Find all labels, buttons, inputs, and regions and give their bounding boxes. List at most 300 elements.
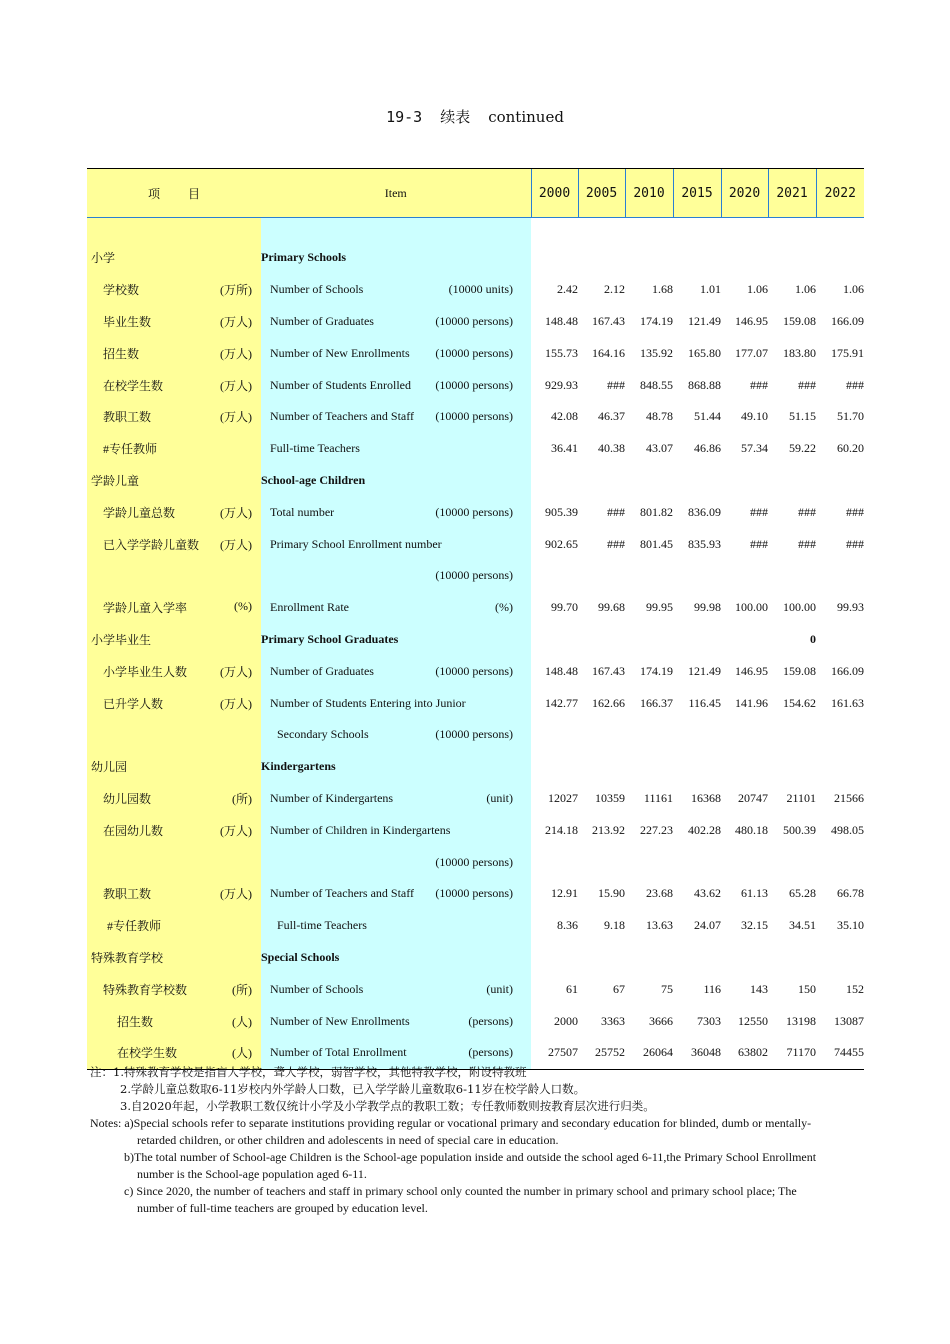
row-cn-unit: (万人) (220, 537, 252, 552)
row-cn-wrap (87, 1044, 261, 1061)
value-cell: 2.42 (557, 282, 578, 297)
row-label-en (261, 783, 531, 815)
value-cell: 65.28 (789, 886, 816, 901)
row-label-en (261, 592, 531, 624)
section-label-cn (87, 242, 261, 274)
row-cn-wrap (87, 504, 261, 521)
section-cn-wrap (87, 249, 261, 266)
value-cell: 74455 (816, 1037, 864, 1069)
value-cell: 227.23 (640, 822, 673, 837)
value-cell: 51.70 (837, 409, 864, 424)
header-year: 2005 (578, 169, 625, 218)
row-en-wrap (261, 696, 531, 711)
value-cell: 121.49 (688, 313, 721, 328)
row-en-wrap (261, 346, 531, 361)
value-cell (531, 465, 578, 497)
row-en-unit: (10000 persons) (435, 568, 513, 583)
section-cn: 特殊教育学校 (91, 950, 164, 965)
section-cn: 幼儿园 (91, 760, 128, 775)
value-cell (721, 560, 768, 592)
value-cell: 152 (846, 981, 864, 996)
row-en-unit: (10000 persons) (435, 854, 513, 869)
spacer-row (87, 218, 864, 243)
section-label-en: Special Schools (261, 942, 531, 974)
value-cell: 10359 (595, 790, 625, 805)
header-en: Item (261, 169, 531, 218)
row-en-unit: (persons) (468, 1045, 513, 1060)
data-row (87, 337, 864, 369)
row-en-wrap (261, 282, 531, 297)
row-cn-wrap (87, 885, 261, 902)
row-label-cn (87, 973, 261, 1005)
data-row (87, 878, 864, 910)
row-cn-wrap (87, 822, 261, 839)
row-cn-text: 学龄儿童入学率 (103, 601, 188, 616)
value-cell: 12027 (548, 790, 578, 805)
row-en-wrap (261, 727, 531, 742)
row-en-wrap (261, 1045, 531, 1060)
note-cn-1: 注：1.特殊教育学校是指盲人学校，聋人学校，弱智学校，其他特教学校，附设特教班 (90, 1065, 527, 1079)
row-en-wrap (261, 886, 531, 901)
value-cell (578, 751, 625, 783)
row-cn-unit: (万人) (220, 664, 252, 679)
section-row (87, 942, 864, 974)
value-cell: 148.48 (545, 663, 578, 678)
value-cell: 801.45 (640, 536, 673, 551)
data-row (87, 306, 864, 338)
value-cell (816, 942, 864, 974)
row-en-unit: (persons) (468, 1013, 513, 1028)
value-cell: 3666 (649, 1013, 673, 1028)
row-cn-wrap (87, 313, 261, 330)
row-label-cn (87, 687, 261, 719)
row-cn-text: 招生数 (103, 346, 140, 361)
row-cn-wrap (87, 281, 261, 298)
row-cn-text: 幼儿园数 (103, 791, 152, 806)
value-cell (673, 465, 721, 497)
row-label-en (261, 973, 531, 1005)
row-en-unit: (10000 persons) (435, 886, 513, 901)
table-title (0, 106, 950, 127)
row-label-en (261, 846, 531, 878)
value-cell: 11161 (643, 790, 673, 805)
row-en-unit: (10000 persons) (435, 727, 513, 742)
value-cell: 902.65 (545, 536, 578, 551)
value-cell: 159.08 (783, 663, 816, 678)
row-en-unit: (10000 persons) (435, 377, 513, 392)
row-cn-unit: (人) (232, 1014, 252, 1029)
value-cell: 8.36 (557, 918, 578, 933)
data-row (87, 496, 864, 528)
row-cn-text: 学校数 (103, 283, 140, 298)
data-row (87, 369, 864, 401)
row-label-en (261, 528, 531, 560)
row-en-text: Number of Total Enrollment (270, 1045, 407, 1060)
value-cell (578, 942, 625, 974)
value-cell: 0 (810, 631, 816, 646)
header-year: 2021 (768, 169, 816, 218)
note-en-c: c) Since 2020, the number of teachers and staff in primary school only counted the number in primary school and primary school place; The (124, 1184, 797, 1198)
value-cell: ### (846, 536, 864, 551)
row-label-en (261, 337, 531, 369)
row-en-wrap (261, 378, 531, 393)
note-en-c-cont: number of full-time teachers are grouped by education level. (137, 1201, 428, 1215)
row-en-text: Primary School Enrollment number (270, 536, 442, 551)
value-cell: 99.68 (598, 600, 625, 615)
data-row (87, 592, 864, 624)
value-cell: 21566 (834, 790, 864, 805)
row-en-wrap (261, 823, 531, 838)
data-row (87, 1005, 864, 1037)
value-cell: 24.07 (694, 918, 721, 933)
value-cell: 99.95 (646, 600, 673, 615)
value-cell: 154.62 (783, 695, 816, 710)
data-row (87, 973, 864, 1005)
row-cn-wrap (87, 599, 261, 616)
value-cell (578, 465, 625, 497)
row-cn-text: 在园幼儿数 (103, 823, 164, 838)
value-cell: 35.10 (837, 918, 864, 933)
value-cell: 61.13 (741, 886, 768, 901)
row-cn-text: 已入学学龄儿童数 (103, 537, 200, 552)
section-label-cn (87, 751, 261, 783)
row-cn-wrap (87, 536, 261, 553)
value-cell (816, 846, 864, 878)
value-cell: 99.70 (551, 600, 578, 615)
continuation-row (87, 719, 864, 751)
value-cell: 49.10 (741, 409, 768, 424)
value-cell (721, 465, 768, 497)
value-cell: 1.06 (843, 282, 864, 297)
row-cn-unit: (万人) (220, 346, 252, 361)
note-cn-3: 3.自2020年起，小学教职工数仅统计小学及小学教学点的教职工数；专任教师数则按教育层次进行归类。 (120, 1099, 655, 1113)
row-en-text: Number of New Enrollments (270, 1013, 410, 1028)
value-cell: 2.12 (604, 282, 625, 297)
value-cell: 99.93 (837, 600, 864, 615)
note-en-a: Notes: a)Special schools refer to separate institutions providing regular or vocational primary and secondary education for blinded, dumb or mentally- (90, 1116, 812, 1130)
row-en-wrap (261, 409, 531, 424)
section-cn: 小学毕业生 (91, 632, 152, 647)
value-cell (673, 942, 721, 974)
value-cell: ### (607, 377, 625, 392)
note-en-b-cont: number is the School-age population aged 6-11. (137, 1167, 367, 1181)
value-cell (625, 751, 673, 783)
row-cn-wrap (87, 377, 261, 394)
value-cell: 143 (750, 981, 768, 996)
row-cn-wrap (87, 981, 261, 998)
value-cell: 99.98 (694, 600, 721, 615)
value-cell: 116 (703, 981, 721, 996)
section-label-cn (87, 624, 261, 656)
value-cell: 165.80 (688, 345, 721, 360)
value-cell: 142.77 (545, 695, 578, 710)
row-label-cn (87, 306, 261, 338)
section-cn: 学龄儿童 (91, 473, 140, 488)
row-label-en (261, 369, 531, 401)
value-cell (673, 624, 721, 656)
data-row (87, 910, 864, 942)
row-label-cn (87, 401, 261, 433)
value-cell (625, 465, 673, 497)
value-cell (578, 242, 625, 274)
value-cell: 100.00 (783, 600, 816, 615)
value-cell: 1.68 (652, 282, 673, 297)
row-en-text: Full-time Teachers (277, 918, 367, 933)
header-year: 2020 (721, 169, 768, 218)
value-cell (531, 242, 578, 274)
row-label-cn (87, 910, 261, 942)
row-cn-text: 在校学生数 (103, 378, 164, 393)
value-cell (625, 624, 673, 656)
value-cell: 40.38 (598, 441, 625, 456)
value-cell (625, 846, 673, 878)
header-row (87, 169, 864, 218)
value-cell: 13198 (786, 1013, 816, 1028)
row-en-unit: (unit) (486, 981, 513, 996)
data-row (87, 655, 864, 687)
value-cell: 21101 (786, 790, 816, 805)
value-cell: 929.93 (545, 377, 578, 392)
value-cell: 42.08 (551, 409, 578, 424)
row-cn-text: 教职工数 (103, 410, 152, 425)
value-cell (768, 751, 816, 783)
value-cell: 166.09 (831, 313, 864, 328)
header-year: 2000 (531, 169, 578, 218)
header-year: 2010 (625, 169, 673, 218)
value-cell: 174.19 (640, 313, 673, 328)
value-cell: 175.91 (831, 345, 864, 360)
row-en-text: Number of Students Enrolled (270, 377, 411, 392)
value-cell (578, 624, 625, 656)
row-en-unit: (10000 units) (448, 282, 513, 297)
value-cell (816, 242, 864, 274)
value-cell: 13087 (834, 1013, 864, 1028)
value-cell (768, 846, 816, 878)
row-label-en (261, 814, 531, 846)
row-en-wrap (261, 855, 531, 870)
value-cell: 146.95 (735, 663, 768, 678)
row-cn-unit: (万人) (220, 696, 252, 711)
row-cn-wrap (87, 345, 261, 362)
row-cn-wrap (87, 663, 261, 680)
value-cell: 12550 (738, 1013, 768, 1028)
value-cell: 66.78 (837, 886, 864, 901)
row-en-wrap (261, 1014, 531, 1029)
value-cell: 34.51 (789, 918, 816, 933)
value-cell: 868.88 (688, 377, 721, 392)
value-cell: 51.15 (789, 409, 816, 424)
section-label-cn (87, 942, 261, 974)
data-row (87, 433, 864, 465)
value-cell: 161.63 (831, 695, 864, 710)
row-label-cn (87, 814, 261, 846)
value-cell (625, 242, 673, 274)
value-cell: 480.18 (735, 822, 768, 837)
row-en-text: Number of Children in Kindergartens (270, 822, 451, 837)
value-cell: 59.22 (789, 441, 816, 456)
value-cell (531, 846, 578, 878)
row-cn-unit: (%) (234, 599, 252, 614)
value-cell: 905.39 (545, 504, 578, 519)
row-label-cn (87, 592, 261, 624)
value-cell (531, 719, 578, 751)
value-cell: 498.05 (831, 822, 864, 837)
row-en-wrap (261, 314, 531, 329)
row-en-text: Number of Schools (270, 981, 364, 996)
value-cell: 1.01 (700, 282, 721, 297)
value-cell (816, 624, 864, 656)
value-cell: 183.80 (783, 345, 816, 360)
row-label-cn (87, 846, 261, 878)
row-cn-text: 教职工数 (103, 887, 152, 902)
row-label-en (261, 687, 531, 719)
value-cell: 166.09 (831, 663, 864, 678)
row-label-cn (87, 496, 261, 528)
section-label-cn (87, 465, 261, 497)
section-row (87, 751, 864, 783)
row-en-unit: (10000 persons) (435, 504, 513, 519)
value-cell (816, 719, 864, 751)
value-cell (768, 560, 816, 592)
row-cn-unit: (万人) (220, 314, 252, 329)
value-cell: 51.44 (694, 409, 721, 424)
row-cn-unit: (万人) (220, 410, 252, 425)
value-cell: 1.06 (795, 282, 816, 297)
value-cell: 9.18 (604, 918, 625, 933)
row-en-unit: (10000 persons) (435, 409, 513, 424)
title-cn: 续表 (440, 108, 471, 126)
value-cell: 57.34 (741, 441, 768, 456)
value-cell: 32.15 (741, 918, 768, 933)
title-en: continued (488, 108, 564, 126)
row-cn-unit: (万人) (220, 505, 252, 520)
row-en-text: Number of New Enrollments (270, 345, 410, 360)
value-cell (721, 624, 768, 656)
section-label-en: Kindergartens (261, 751, 531, 783)
value-cell (625, 719, 673, 751)
row-cn-unit: (人) (232, 1046, 252, 1061)
header-cn: 项 目 (87, 169, 261, 218)
value-cell: 26064 (625, 1037, 673, 1069)
row-cn-text: 在校学生数 (117, 1046, 178, 1061)
row-label-cn (87, 878, 261, 910)
value-cell (673, 751, 721, 783)
row-en-unit: (10000 persons) (435, 313, 513, 328)
value-cell: 155.73 (545, 345, 578, 360)
row-en-text: Total number (270, 504, 335, 519)
section-cn-wrap (87, 949, 261, 966)
row-en-wrap (261, 505, 531, 520)
row-label-cn (87, 655, 261, 687)
value-cell: 63802 (721, 1037, 768, 1069)
value-cell: 159.08 (783, 313, 816, 328)
value-cell: ### (750, 377, 768, 392)
note-en-a-cont: retarded children, or other children and adolescents in need of special care in education. (137, 1133, 559, 1147)
value-cell: 835.93 (688, 536, 721, 551)
row-en-text: Number of Teachers and Staff (270, 886, 414, 901)
value-cell: 146.95 (735, 313, 768, 328)
value-cell: 166.37 (640, 695, 673, 710)
value-cell: 116.45 (688, 695, 721, 710)
row-en-wrap (261, 918, 531, 933)
row-cn-unit: (所) (232, 791, 252, 806)
value-cell (673, 719, 721, 751)
statistics-table (87, 168, 864, 1070)
value-cell: 177.07 (735, 345, 768, 360)
value-cell (673, 560, 721, 592)
value-cell: 75 (661, 981, 673, 996)
value-cell: 848.55 (640, 377, 673, 392)
row-label-en (261, 719, 531, 751)
value-cell (578, 846, 625, 878)
row-en-text: Number of Students Entering into Junior (270, 695, 466, 710)
value-cell: 60.20 (837, 441, 864, 456)
value-cell: 1.06 (747, 282, 768, 297)
data-row (87, 528, 864, 560)
row-en-wrap (261, 568, 531, 583)
value-cell: 46.37 (598, 409, 625, 424)
value-cell (531, 751, 578, 783)
row-en-text: Number of Graduates (270, 663, 374, 678)
data-row (87, 687, 864, 719)
row-label-en (261, 433, 531, 465)
value-cell: 12.91 (551, 886, 578, 901)
section-label-en: School-age Children (261, 465, 531, 497)
row-label-cn (87, 719, 261, 751)
row-cn-text: 学龄儿童总数 (103, 505, 176, 520)
data-row (87, 783, 864, 815)
value-cell: 20747 (738, 790, 768, 805)
row-label-cn (87, 274, 261, 306)
value-cell: 836.09 (688, 504, 721, 519)
row-label-cn (87, 560, 261, 592)
value-cell (721, 942, 768, 974)
section-row (87, 624, 864, 656)
continuation-row (87, 560, 864, 592)
value-cell (673, 846, 721, 878)
value-cell: 36048 (673, 1037, 721, 1069)
row-label-en (261, 306, 531, 338)
value-cell (531, 624, 578, 656)
value-cell: 3363 (601, 1013, 625, 1028)
value-cell: 23.68 (646, 886, 673, 901)
row-en-unit: (unit) (486, 790, 513, 805)
value-cell: ### (798, 536, 816, 551)
data-row (87, 814, 864, 846)
value-cell (625, 560, 673, 592)
data-row (87, 401, 864, 433)
value-cell: 150 (798, 981, 816, 996)
row-cn-unit: (万人) (220, 378, 252, 393)
row-label-en (261, 560, 531, 592)
value-cell (768, 719, 816, 751)
value-cell (768, 942, 816, 974)
row-cn-wrap (87, 917, 261, 934)
value-cell: ### (750, 536, 768, 551)
row-cn-unit: (万所) (220, 283, 252, 298)
row-cn-wrap (87, 790, 261, 807)
row-cn-unit: (万人) (220, 823, 252, 838)
value-cell: 7303 (697, 1013, 721, 1028)
value-cell: ### (798, 377, 816, 392)
row-en-text: Number of Schools (270, 282, 364, 297)
value-cell: 214.18 (545, 822, 578, 837)
row-cn-wrap (87, 408, 261, 425)
row-label-en (261, 655, 531, 687)
row-en-wrap (261, 791, 531, 806)
value-cell (768, 465, 816, 497)
value-cell (721, 846, 768, 878)
